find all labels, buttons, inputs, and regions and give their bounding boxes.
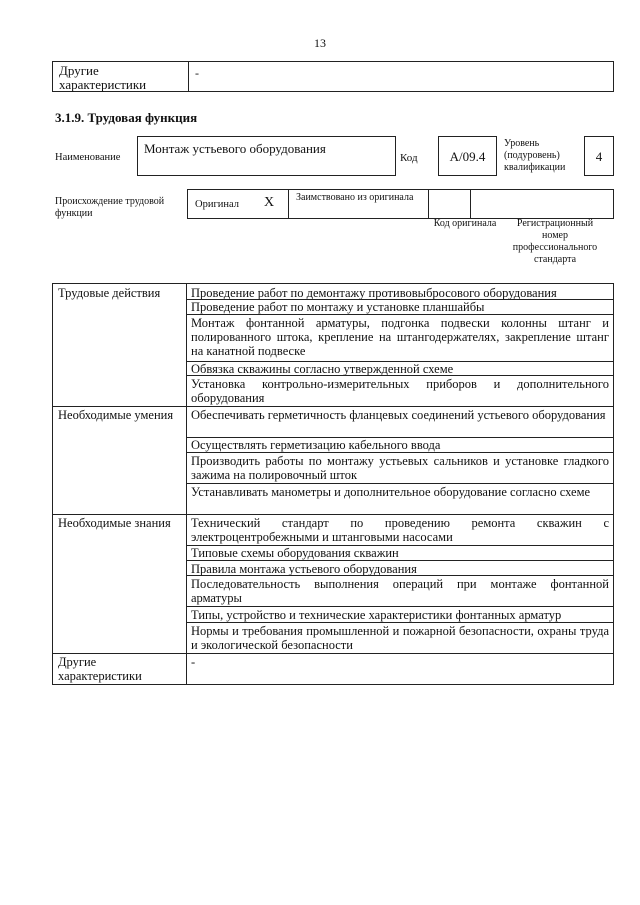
code-label: Код xyxy=(400,152,418,164)
name-box xyxy=(137,136,396,176)
origin-divider-1 xyxy=(288,190,289,218)
labor-function-table xyxy=(52,283,614,685)
borrowed-label: Заимствовано из оригинала xyxy=(296,192,414,203)
name-value: Монтаж устьевого оборудования xyxy=(144,141,326,156)
section-divider xyxy=(53,653,613,654)
section-label-other: Другие характеристики xyxy=(58,655,142,683)
row-divider xyxy=(186,452,613,453)
page-number: 13 xyxy=(314,36,326,50)
table-row: Монтаж фонтанной арматуры, подгонка подвески колонны штанг и полированного штока, крепление на штангодержателях, закрепление штанг на канатной подвеске xyxy=(191,316,609,358)
section-label-labor-actions: Трудовые действия xyxy=(58,286,161,300)
reg-number-label: Регистрационный номер профессионального стандарта xyxy=(512,218,598,265)
table-row: Производить работы по монтажу устьевых сальников и установке гладкого зажима на полировочный шток xyxy=(191,454,609,482)
table-row: Технический стандарт по проведению ремонта скважин с электроцентробежными и штанговыми насосами xyxy=(191,516,609,544)
origin-divider-2 xyxy=(428,190,429,218)
row-divider xyxy=(186,314,613,315)
table-row: Осуществлять герметизацию кабельного ввода xyxy=(191,438,441,452)
section-divider xyxy=(53,406,613,407)
other-characteristics-table-top xyxy=(52,61,614,92)
table-row: Последовательность выполнения операций при монтаже фонтанной арматуры xyxy=(191,577,609,605)
name-label: Наименование xyxy=(55,152,121,163)
origin-box xyxy=(187,189,614,219)
column-divider xyxy=(186,284,187,684)
original-mark: X xyxy=(264,195,275,210)
column-divider xyxy=(188,62,189,91)
row-divider xyxy=(186,575,613,576)
table-row: Установка контрольно-измерительных приборов и дополнительного оборудования xyxy=(191,377,609,405)
section-divider xyxy=(53,514,613,515)
row-divider xyxy=(186,483,613,484)
code-box xyxy=(438,136,497,176)
row-divider xyxy=(186,622,613,623)
original-label: Оригинал xyxy=(195,199,239,210)
table-row: Типовые схемы оборудования скважин xyxy=(191,546,399,560)
origin-label: Происхождение трудовой функции xyxy=(55,196,165,219)
table-row: - xyxy=(191,655,196,669)
other-characteristics-label: Другие характеристики xyxy=(59,63,147,92)
table-row: Нормы и требования промышленной и пожарной безопасности, охраны труда и экологической безопасности xyxy=(191,624,609,652)
table-row: Обвязка скважины согласно утвержденной схеме xyxy=(191,362,454,376)
table-row: Правила монтажа устьевого оборудования xyxy=(191,562,417,576)
section-title: 3.1.9. Трудовая функция xyxy=(55,110,198,125)
row-divider xyxy=(186,606,613,607)
table-row: Обеспечивать герметичность фланцевых соединений устьевого оборудования xyxy=(191,408,606,422)
other-characteristics-value: - xyxy=(195,66,199,80)
table-row: Проведение работ по демонтажу противовыбросового оборудования xyxy=(191,286,557,300)
origin-divider-3 xyxy=(470,190,471,218)
level-box xyxy=(584,136,614,176)
row-divider xyxy=(186,560,613,561)
section-label-skills: Необходимые умения xyxy=(58,408,174,422)
code-value: A/09.4 xyxy=(449,149,486,164)
row-divider xyxy=(186,375,613,376)
code-original-label: Код оригинала xyxy=(433,218,497,229)
level-value: 4 xyxy=(595,149,603,164)
level-label: Уровень (подуровень) квалификации xyxy=(504,138,566,173)
table-row: Типы, устройство и технические характеристики фонтанных арматур xyxy=(191,608,562,622)
section-label-knowledge: Необходимые знания xyxy=(58,516,171,530)
table-row: Проведение работ по монтажу и установке планшайбы xyxy=(191,300,485,314)
table-row: Устанавливать манометры и дополнительное оборудование согласно схеме xyxy=(191,485,591,499)
